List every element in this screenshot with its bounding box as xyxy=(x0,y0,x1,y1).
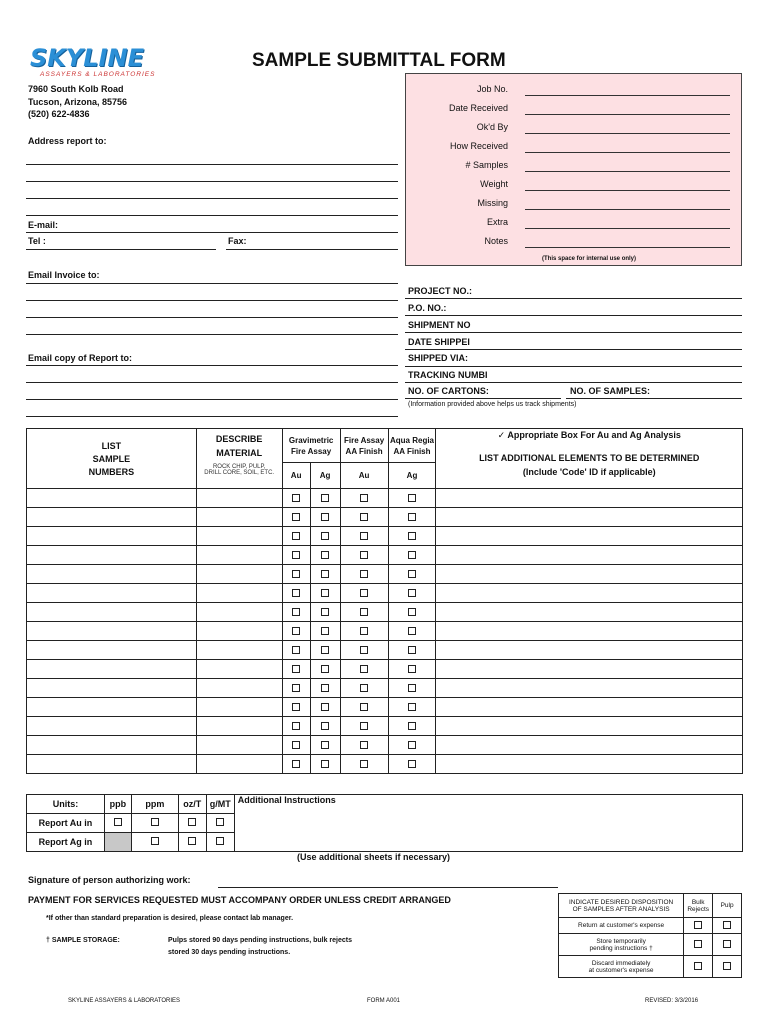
grav-ag-checkbox[interactable] xyxy=(321,627,329,635)
additional-elements-cell[interactable] xyxy=(436,622,743,641)
sample-row xyxy=(27,546,743,565)
fire-au-checkbox[interactable] xyxy=(360,760,368,768)
additional-elements-cell[interactable] xyxy=(436,508,743,527)
additional-elements-cell[interactable] xyxy=(436,641,743,660)
sample-table xyxy=(26,428,743,774)
grav-au-checkbox[interactable] xyxy=(292,570,300,578)
missing-line[interactable] xyxy=(525,209,730,210)
address-line-3[interactable] xyxy=(26,198,398,199)
logo-tagline: ASSAYERS & LABORATORIES xyxy=(40,71,156,78)
grav-ag-checkbox[interactable] xyxy=(321,589,329,597)
grav-ag-checkbox[interactable] xyxy=(321,551,329,559)
return-pulp-checkbox[interactable] xyxy=(723,921,731,929)
aqua-regia-header: Aqua Regia AA Finish xyxy=(388,429,436,463)
logo-wordmark: SKYLINE xyxy=(30,44,144,72)
grav-ag-checkbox[interactable] xyxy=(321,665,329,673)
sample-row xyxy=(27,698,743,717)
aqua-ag-checkbox[interactable] xyxy=(408,665,416,673)
store-pulp-checkbox[interactable] xyxy=(723,940,731,948)
fire-au-header: Au xyxy=(340,463,388,489)
internal-field-weight: Weight xyxy=(406,179,741,193)
grav-au-checkbox[interactable] xyxy=(292,722,300,730)
sample-number-cell[interactable] xyxy=(27,508,197,527)
internal-field-okd-by: Ok'd By xyxy=(406,122,741,136)
page-title: SAMPLE SUBMITTAL FORM xyxy=(252,50,506,71)
material-cell[interactable] xyxy=(196,679,282,698)
project-no-label: PROJECT NO.: xyxy=(408,286,473,296)
internal-field-extra: Extra xyxy=(406,217,741,231)
fire-au-checkbox[interactable] xyxy=(360,532,368,540)
notes-line[interactable] xyxy=(525,247,730,248)
discard-pulp-checkbox[interactable] xyxy=(723,962,731,970)
address-line-2[interactable] xyxy=(26,181,398,182)
sample-row xyxy=(27,679,743,698)
signature-label: Signature of person authorizing work: xyxy=(28,875,191,885)
grav-ag-checkbox[interactable] xyxy=(321,494,329,502)
sample-row xyxy=(27,755,743,774)
grav-au-checkbox[interactable] xyxy=(292,589,300,597)
aqua-ag-checkbox[interactable] xyxy=(408,608,416,616)
material-cell[interactable] xyxy=(196,755,282,774)
sample-row xyxy=(27,641,743,660)
aqua-ag-checkbox[interactable] xyxy=(408,532,416,540)
fire-au-checkbox[interactable] xyxy=(360,703,368,711)
sample-number-cell[interactable] xyxy=(27,698,197,717)
additional-elements-cell[interactable] xyxy=(436,603,743,622)
additional-elements-cell[interactable] xyxy=(436,546,743,565)
units-table xyxy=(26,794,743,852)
sample-row xyxy=(27,584,743,603)
additional-instructions[interactable]: Additional Instructions xyxy=(234,795,742,852)
unit-oz-t: oz/T xyxy=(178,795,206,814)
grav-au-checkbox[interactable] xyxy=(292,551,300,559)
sample-row xyxy=(27,717,743,736)
grav-au-checkbox[interactable] xyxy=(292,532,300,540)
storage-label: † SAMPLE STORAGE: xyxy=(46,937,120,944)
invoice-line-3[interactable] xyxy=(26,317,398,318)
aqua-ag-checkbox[interactable] xyxy=(408,494,416,502)
sample-row xyxy=(27,527,743,546)
fire-au-checkbox[interactable] xyxy=(360,646,368,654)
grav-ag-checkbox[interactable] xyxy=(321,722,329,730)
gravimetric-header: Gravimetric Fire Assay xyxy=(282,429,340,463)
grav-au-checkbox[interactable] xyxy=(292,741,300,749)
grav-au-checkbox[interactable] xyxy=(292,513,300,521)
option-discard: Discard immediately at customer's expense xyxy=(559,956,684,978)
additional-elements-cell[interactable] xyxy=(436,489,743,508)
report-au-gmt-checkbox[interactable] xyxy=(216,818,224,826)
additional-elements-cell[interactable] xyxy=(436,698,743,717)
sample-number-cell[interactable] xyxy=(27,679,197,698)
logo xyxy=(28,44,168,84)
grav-au-checkbox[interactable] xyxy=(292,684,300,692)
internal-field-samples: # Samples xyxy=(406,160,741,174)
fire-au-checkbox[interactable] xyxy=(360,722,368,730)
aqua-ag-checkbox[interactable] xyxy=(408,513,416,521)
footer-revised: REVISED: 3/3/2016 xyxy=(645,998,699,1004)
address-report-to-label: Address report to: xyxy=(28,136,107,146)
report-ag-label: Report Ag in xyxy=(27,833,105,852)
copy-line-4[interactable] xyxy=(26,416,398,417)
copy-line-1[interactable] xyxy=(26,365,398,366)
address-line-1[interactable] xyxy=(26,164,398,165)
fax-line[interactable] xyxy=(226,249,398,250)
material-cell[interactable] xyxy=(196,584,282,603)
sample-row xyxy=(27,660,743,679)
grav-au-header: Au xyxy=(282,463,310,489)
sample-number-cell[interactable] xyxy=(27,603,197,622)
email-label: E-mail: xyxy=(28,220,59,230)
additional-elements-header: ✓ Appropriate Box For Au and Ag Analysis LIST ADDITIONAL ELEMENTS TO BE DETERMINED (Include 'Code' ID if applicable) xyxy=(436,429,743,489)
weight-line[interactable] xyxy=(525,190,730,191)
sample-number-cell[interactable] xyxy=(27,584,197,603)
fire-au-checkbox[interactable] xyxy=(360,665,368,673)
copy-line-3[interactable] xyxy=(26,399,398,400)
report-au-ozt-checkbox[interactable] xyxy=(188,818,196,826)
additional-elements-cell[interactable] xyxy=(436,755,743,774)
material-cell[interactable] xyxy=(196,565,282,584)
shipped-via-label: SHIPPED VIA: xyxy=(408,353,469,363)
report-ag-gmt-checkbox[interactable] xyxy=(216,837,224,845)
grav-ag-checkbox[interactable] xyxy=(321,741,329,749)
material-cell[interactable] xyxy=(196,698,282,717)
how-received-line[interactable] xyxy=(525,152,730,153)
sample-number-cell[interactable] xyxy=(27,717,197,736)
tel-label: Tel : xyxy=(28,236,46,246)
grav-ag-checkbox[interactable] xyxy=(321,570,329,578)
samples-count-line[interactable] xyxy=(525,171,730,172)
aqua-ag-checkbox[interactable] xyxy=(408,741,416,749)
copy-line-2[interactable] xyxy=(26,382,398,383)
describe-material-header: DESCRIBE MATERIAL ROCK CHIP, PULP, DRILL CORE, SOIL, ETC. xyxy=(196,429,282,489)
sample-row xyxy=(27,508,743,527)
sample-numbers-header: LIST SAMPLE NUMBERS xyxy=(27,429,197,489)
additional-elements-cell[interactable] xyxy=(436,584,743,603)
internal-use-note: (This space for internal use only) xyxy=(542,256,637,262)
footer-form-no: FORM A001 xyxy=(367,998,401,1004)
additional-elements-cell[interactable] xyxy=(436,679,743,698)
store-bulk-checkbox[interactable] xyxy=(694,940,702,948)
sample-number-cell[interactable] xyxy=(27,660,197,679)
report-au-ppb-checkbox[interactable] xyxy=(114,818,122,826)
tracking-number-label: TRACKING NUMBI xyxy=(408,370,488,380)
report-ag-ppb-shaded xyxy=(104,833,131,852)
job-no-line[interactable] xyxy=(525,95,730,96)
grav-ag-header: Ag xyxy=(310,463,340,489)
date-shipped-line[interactable] xyxy=(405,349,742,350)
grav-ag-checkbox[interactable] xyxy=(321,532,329,540)
samples-line[interactable] xyxy=(566,398,742,399)
date-shipped-label: DATE SHIPPEI xyxy=(408,337,470,347)
prep-note: *If other than standard preparation is desired, please contact lab manager. xyxy=(46,915,294,922)
material-cell[interactable] xyxy=(196,622,282,641)
sample-number-cell[interactable] xyxy=(27,527,197,546)
aqua-ag-checkbox[interactable] xyxy=(408,589,416,597)
report-au-label: Report Au in xyxy=(27,814,105,833)
additional-elements-cell[interactable] xyxy=(436,660,743,679)
material-cell[interactable] xyxy=(196,603,282,622)
shipment-no-label: SHIPMENT NO xyxy=(408,320,471,330)
additional-elements-cell[interactable] xyxy=(436,565,743,584)
grav-au-checkbox[interactable] xyxy=(292,760,300,768)
sample-number-cell[interactable] xyxy=(27,622,197,641)
extra-line[interactable] xyxy=(525,228,730,229)
grav-au-checkbox[interactable] xyxy=(292,703,300,711)
unit-ppm: ppm xyxy=(131,795,178,814)
grav-au-checkbox[interactable] xyxy=(292,608,300,616)
fire-au-checkbox[interactable] xyxy=(360,608,368,616)
aqua-ag-checkbox[interactable] xyxy=(408,684,416,692)
invoice-line-4[interactable] xyxy=(26,334,398,335)
samples-label: NO. OF SAMPLES: xyxy=(570,386,651,396)
grav-ag-checkbox[interactable] xyxy=(321,608,329,616)
storage-line1: Pulps stored 90 days pending instructions, bulk rejects xyxy=(168,937,352,944)
grav-ag-checkbox[interactable] xyxy=(321,513,329,521)
aqua-ag-checkbox[interactable] xyxy=(408,551,416,559)
grav-au-checkbox[interactable] xyxy=(292,627,300,635)
unit-ppb: ppb xyxy=(104,795,131,814)
material-cell[interactable] xyxy=(196,489,282,508)
fire-au-checkbox[interactable] xyxy=(360,551,368,559)
cartons-line[interactable] xyxy=(405,398,561,399)
additional-elements-cell[interactable] xyxy=(436,527,743,546)
grav-au-checkbox[interactable] xyxy=(292,665,300,673)
sample-number-cell[interactable] xyxy=(27,546,197,565)
company-phone: (520) 622-4836 xyxy=(28,109,90,119)
fire-au-checkbox[interactable] xyxy=(360,589,368,597)
storage-line2: stored 30 days pending instructions. xyxy=(168,949,291,956)
aqua-ag-header: Ag xyxy=(388,463,436,489)
aqua-ag-checkbox[interactable] xyxy=(408,646,416,654)
aqua-ag-checkbox[interactable] xyxy=(408,760,416,768)
invoice-line-2[interactable] xyxy=(26,300,398,301)
grav-ag-checkbox[interactable] xyxy=(321,703,329,711)
additional-elements-cell[interactable] xyxy=(436,717,743,736)
grav-ag-checkbox[interactable] xyxy=(321,760,329,768)
po-no-label: P.O. NO.: xyxy=(408,303,447,313)
sample-row xyxy=(27,603,743,622)
payment-notice: PAYMENT FOR SERVICES REQUESTED MUST ACCOMPANY ORDER UNLESS CREDIT ARRANGED xyxy=(28,895,451,905)
fire-au-checkbox[interactable] xyxy=(360,494,368,502)
material-cell[interactable] xyxy=(196,641,282,660)
invoice-line-1[interactable] xyxy=(26,283,398,284)
option-return: Return at customer's expense xyxy=(559,918,684,934)
material-cell[interactable] xyxy=(196,546,282,565)
po-no-line[interactable] xyxy=(405,315,742,316)
company-address-line1: 7960 South Kolb Road xyxy=(28,84,124,94)
grav-au-checkbox[interactable] xyxy=(292,646,300,654)
internal-field-missing: Missing xyxy=(406,198,741,212)
shipment-no-line[interactable] xyxy=(405,332,742,333)
sample-number-cell[interactable] xyxy=(27,565,197,584)
email-invoice-label: Email Invoice to: xyxy=(28,270,100,280)
disposition-header: INDICATE DESIRED DISPOSITION OF SAMPLES AFTER ANALYSIS xyxy=(559,894,684,918)
discard-bulk-checkbox[interactable] xyxy=(694,962,702,970)
unit-g-mt: g/MT xyxy=(206,795,234,814)
material-cell[interactable] xyxy=(196,736,282,755)
material-cell[interactable] xyxy=(196,508,282,527)
fire-assay-header: Fire Assay AA Finish xyxy=(340,429,388,463)
internal-field-job-no: Job No. xyxy=(406,84,741,98)
shipped-via-line[interactable] xyxy=(405,366,742,367)
email-copy-report-label: Email copy of Report to: xyxy=(28,353,133,363)
internal-field-date-received: Date Received xyxy=(406,103,741,117)
grav-au-checkbox[interactable] xyxy=(292,494,300,502)
shipment-note: (Information provided above helps us track shipments) xyxy=(408,401,577,408)
aqua-ag-checkbox[interactable] xyxy=(408,722,416,730)
aqua-ag-checkbox[interactable] xyxy=(408,703,416,711)
material-cell[interactable] xyxy=(196,717,282,736)
fire-au-checkbox[interactable] xyxy=(360,684,368,692)
tel-line[interactable] xyxy=(26,249,216,250)
email-line[interactable] xyxy=(26,232,398,233)
sample-number-cell[interactable] xyxy=(27,755,197,774)
sample-rows xyxy=(27,489,743,774)
sample-number-cell[interactable] xyxy=(27,736,197,755)
date-received-line[interactable] xyxy=(525,114,730,115)
address-line-4[interactable] xyxy=(26,215,398,216)
tracking-number-line[interactable] xyxy=(405,382,742,383)
cartons-label: NO. OF CARTONS: xyxy=(408,386,489,396)
grav-ag-checkbox[interactable] xyxy=(321,684,329,692)
report-ag-ppm-checkbox[interactable] xyxy=(151,837,159,845)
signature-line[interactable] xyxy=(218,887,558,888)
company-address-line2: Tucson, Arizona, 85756 xyxy=(28,97,128,107)
bulk-rejects-header: Bulk Rejects xyxy=(684,894,713,918)
pulp-header: Pulp xyxy=(713,894,742,918)
aqua-ag-checkbox[interactable] xyxy=(408,570,416,578)
internal-field-how-received: How Received xyxy=(406,141,741,155)
material-cell[interactable] xyxy=(196,660,282,679)
sample-row xyxy=(27,489,743,508)
sample-row xyxy=(27,622,743,641)
internal-field-notes: Notes xyxy=(406,236,741,250)
sample-number-cell[interactable] xyxy=(27,641,197,660)
additional-elements-cell[interactable] xyxy=(436,736,743,755)
material-cell[interactable] xyxy=(196,527,282,546)
report-au-ppm-checkbox[interactable] xyxy=(151,818,159,826)
use-additional-sheets: (Use additional sheets if necessary) xyxy=(297,852,451,862)
sample-number-cell[interactable] xyxy=(27,489,197,508)
sample-row xyxy=(27,565,743,584)
aqua-ag-checkbox[interactable] xyxy=(408,627,416,635)
project-no-line[interactable] xyxy=(405,298,742,299)
fax-label: Fax: xyxy=(228,236,247,246)
grav-ag-checkbox[interactable] xyxy=(321,646,329,654)
fire-au-checkbox[interactable] xyxy=(360,627,368,635)
fire-au-checkbox[interactable] xyxy=(360,741,368,749)
okd-by-line[interactable] xyxy=(525,133,730,134)
internal-use-box xyxy=(405,73,742,266)
option-store: Store temporarily pending instructions † xyxy=(559,934,684,956)
sample-row xyxy=(27,736,743,755)
disposition-table xyxy=(558,893,742,978)
return-bulk-checkbox[interactable] xyxy=(694,921,702,929)
footer-company: SKYLINE ASSAYERS & LABORATORIES xyxy=(68,998,181,1004)
units-label: Units: xyxy=(27,795,105,814)
fire-au-checkbox[interactable] xyxy=(360,570,368,578)
fire-au-checkbox[interactable] xyxy=(360,513,368,521)
report-ag-ozt-checkbox[interactable] xyxy=(188,837,196,845)
